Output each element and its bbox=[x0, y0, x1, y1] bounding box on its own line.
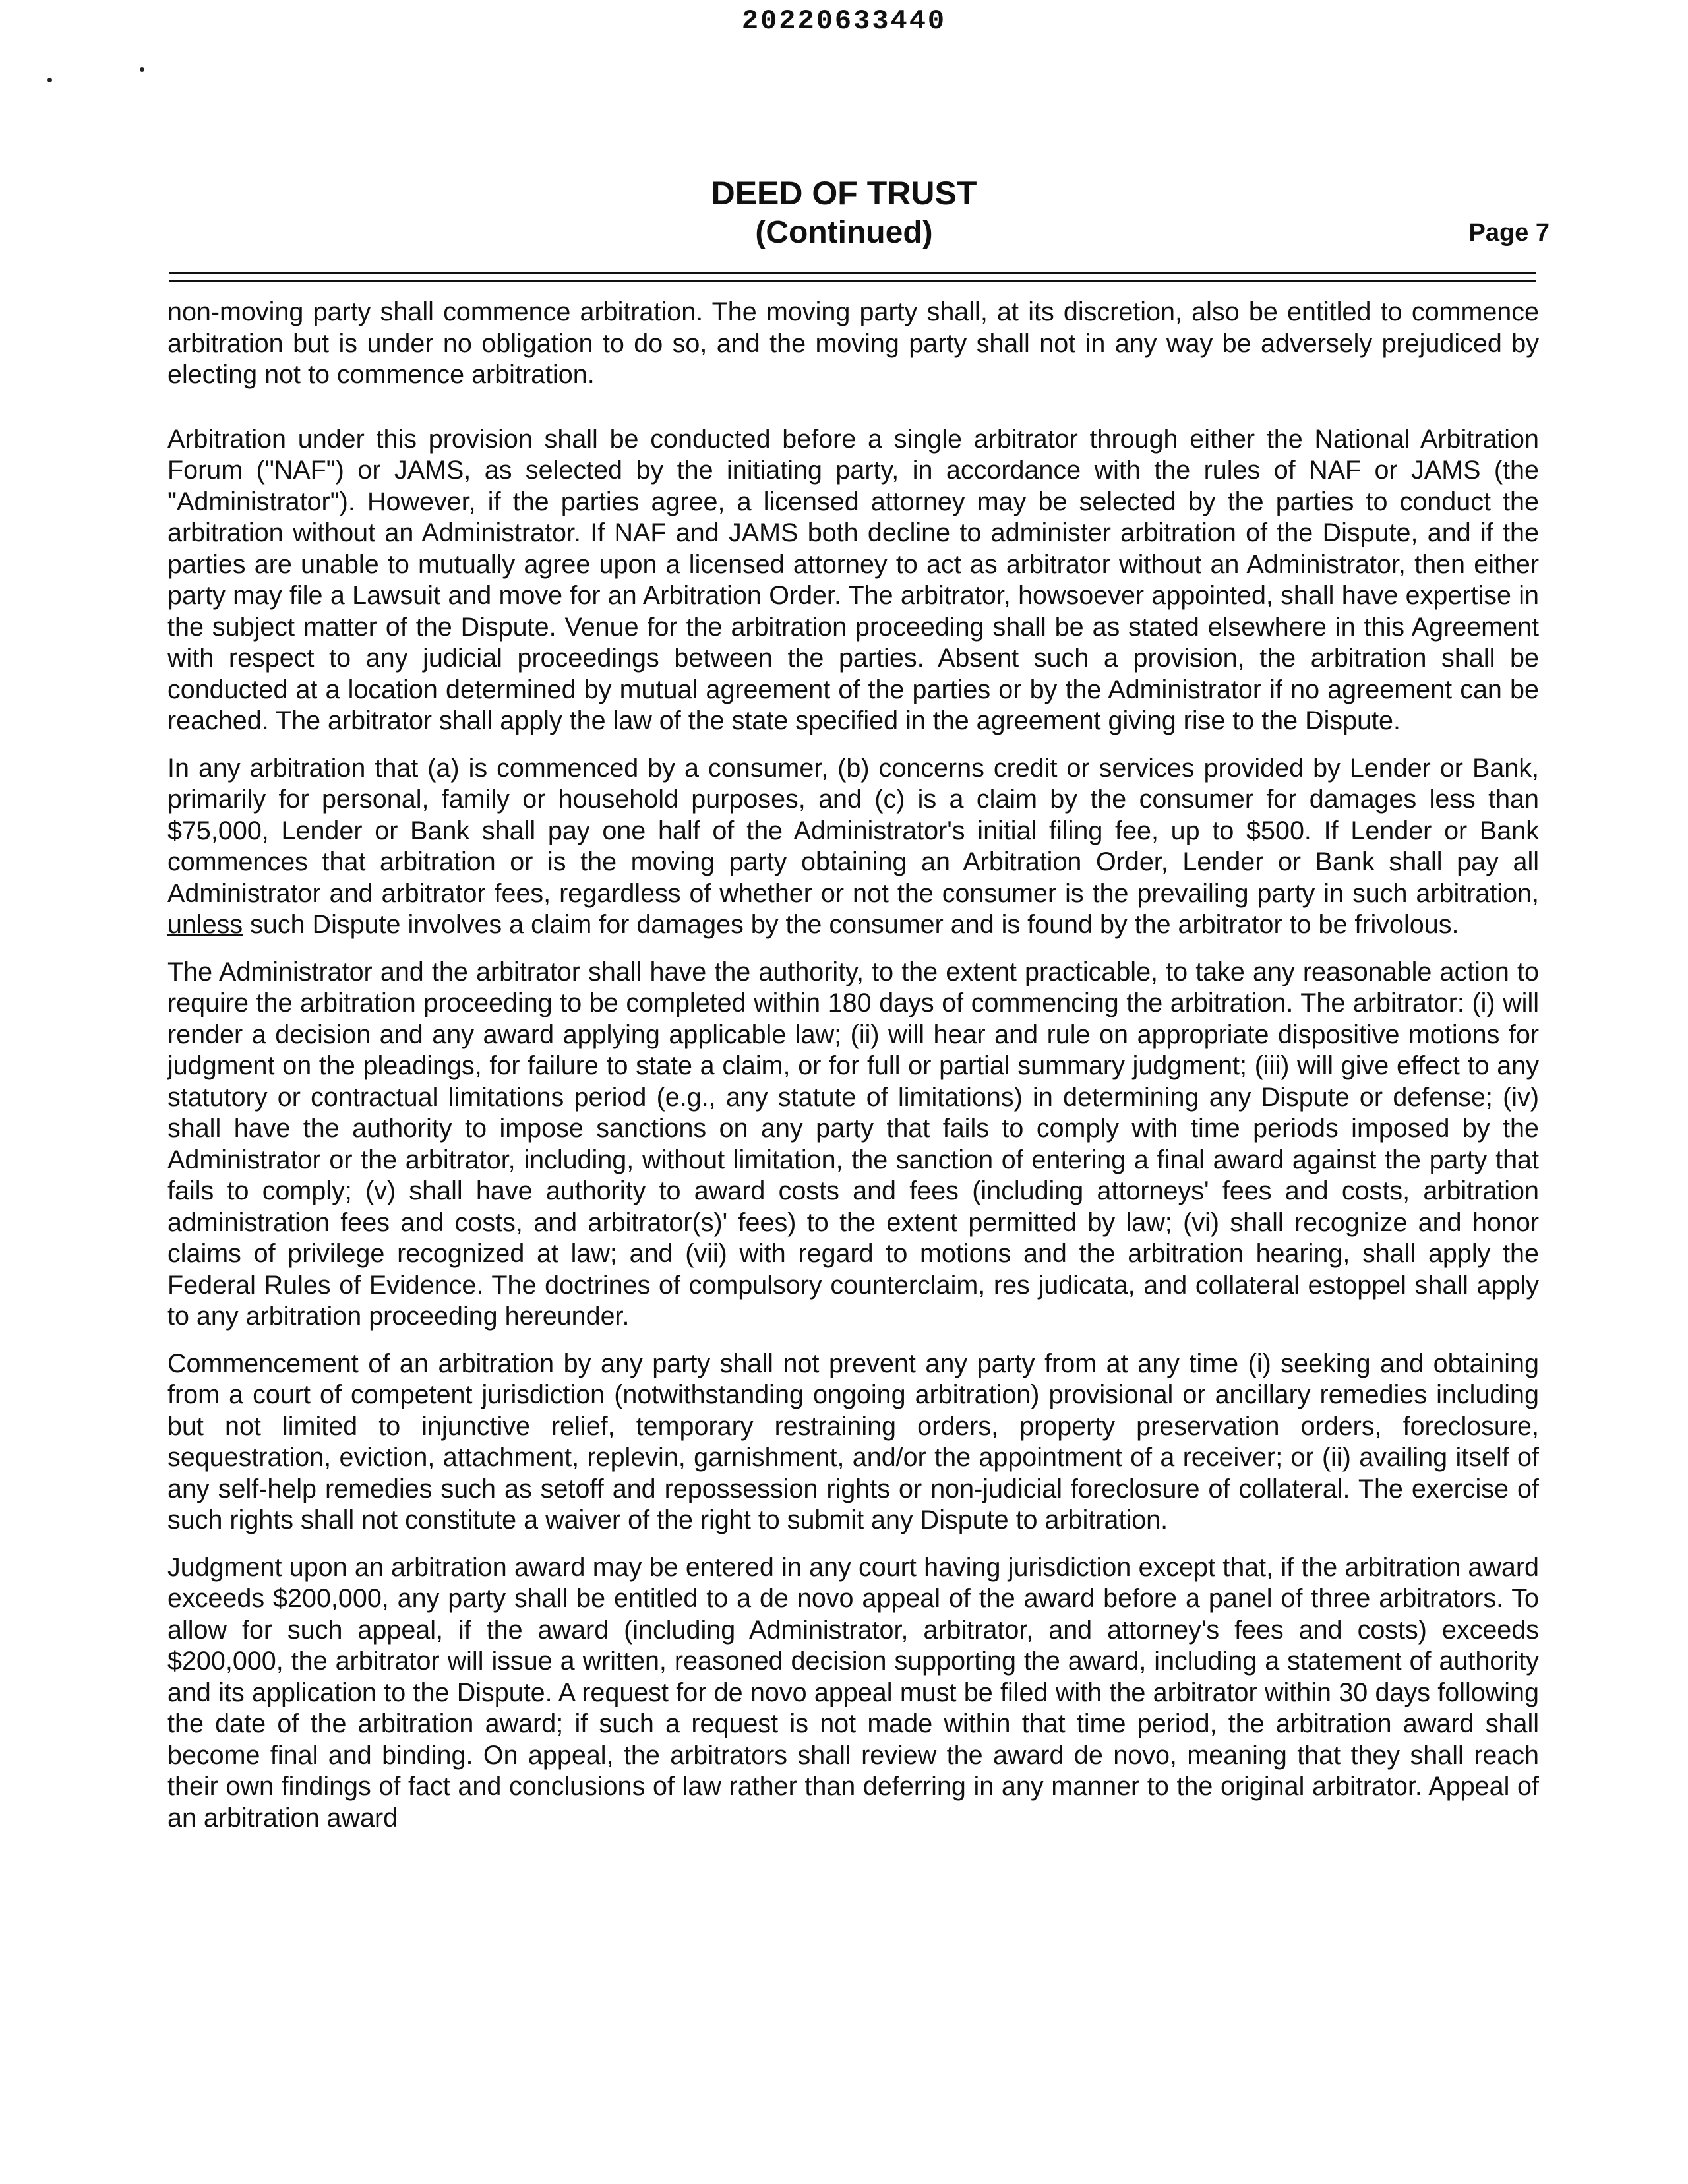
document-subtitle: (Continued) bbox=[755, 215, 933, 250]
scan-speck bbox=[47, 78, 52, 82]
header-rule bbox=[169, 280, 1536, 282]
paragraph-continuation: non-moving party shall commence arbitration. The moving party shall, at its discretion, also be entitled to commence arbitration but is under no obligation to do so, and the moving party shall not in any way be adversely prejudiced by electing not to commence arbitration. bbox=[167, 297, 1539, 389]
paragraph-arbitration-administrator: Arbitration under this provision shall be conducted before a single arbitrator through either the National Arbitration Forum ("NAF") or JAMS, as selected by the initiating party, in accordance with the rules of NAF or JAMS (the "Administrator"). However, if the parties agree, a licensed attorney may be selected by the parties to conduct the arbitration without an Administrator. If NAF and JAMS both decline to administer arbitration of the Dispute, and if the parties are unable to mutually agree upon a licensed attorney to act as arbitrator without an Administrator, then either party may file a Lawsuit and move for an Arbitration Order. The arbitrator, howsoever appointed, shall have expertise in the subject matter of the Dispute. Venue for the arbitration proceeding shall be as stated elsewhere in this Agreement with respect to any judicial proceedings between the parties. Absent such a provision, the arbitration shall be conducted at a location determined by mutual agreement of the parties or by the Administrator if no agreement can be reached. The arbitrator shall apply the law of the state specified in the agreement giving rise to the Dispute. bbox=[167, 424, 1539, 735]
document-title: DEED OF TRUST bbox=[711, 175, 977, 212]
underlined-word: unless bbox=[167, 910, 243, 939]
paragraph-provisional-remedies: Commencement of an arbitration by any party shall not prevent any party from at any time (i) seeking and obtaining from a court of competent jurisdiction (notwithstanding ongoing arbitration) provisional or ancillary remedies including but not limited to injunctive relief, temporary restraining orders, property preservation orders, foreclosure, sequestration, eviction, attachment, replevin, garnishment, and/or the appointment of a receiver; or (ii) availing itself of any self-help remedies such as setoff and repossession rights or non-judicial foreclosure of collateral. The exercise of such rights shall not constitute a waiver of the right to submit any Dispute to arbitration. bbox=[167, 1349, 1539, 1534]
scan-speck bbox=[140, 67, 144, 72]
page-number: Page 7 bbox=[1468, 219, 1550, 247]
paragraph-text: such Dispute involves a claim for damages by the consumer and is found by the arbitrator to be frivolous. bbox=[243, 910, 1459, 939]
paragraph-text: In any arbitration that (a) is commenced by a consumer, (b) concerns credit or services provided by Lender or Bank, primarily for personal, family or household purposes, and (c) is a claim by the consumer for damages less than $75,000, Lender or Bank shall pay one half of the Administrator's initial filing fee, up to $500. If Lender or Bank commences that arbitration or is the moving party obtaining an Arbitration Order, Lender or Bank shall pay all Administrator and arbitrator fees, regardless of whether or not the consumer is the prevailing party in such arbitration, bbox=[167, 753, 1539, 908]
document-body bbox=[167, 297, 1539, 1850]
recording-number: 20220633440 bbox=[741, 5, 947, 37]
paragraph-arbitrator-authority: The Administrator and the arbitrator shall have the authority, to the extent practicable, to take any reasonable action to require the arbitration proceeding to be completed within 180 days of commencing the arbitration. The arbitrator: (i) will render a decision and any award applying applicable law; (ii) will hear and rule on appropriate dispositive motions for judgment on the pleadings, for failure to state a claim, or for full or partial summary judgment; (iii) will give effect to any statutory or contractual limitations period (e.g., any statute of limitations) in determining any Dispute or defense; (iv) shall have the authority to impose sanctions on any party that fails to comply with time periods imposed by the Administrator or the arbitrator, including, without limitation, the sanction of entering a final award against the party that fails to comply; (v) shall have authority to award costs and fees (including attorneys' fees and costs, arbitration administration fees and costs, and arbitrator(s)' fees) to the extent permitted by law; (vi) shall recognize and honor claims of privilege recognized at law; and (vii) with regard to motions and the arbitration hearing, shall apply the Federal Rules of Evidence. The doctrines of compulsory counterclaim, res judicata, and collateral estoppel shall apply to any arbitration proceeding hereunder. bbox=[167, 957, 1539, 1331]
document-header bbox=[0, 173, 1688, 252]
paragraph-consumer-fees bbox=[167, 753, 1539, 941]
paragraph-judgment-appeal: Judgment upon an arbitration award may be entered in any court having jurisdiction except that, if the arbitration award exceeds $200,000, any party shall be entitled to a de novo appeal of the award before a panel of three arbitrators. To allow for such appeal, if the award (including Administrator, arbitrator, and attorney's fees and costs) exceeds $200,000, the arbitrator will issue a written, reasoned decision supporting the award, including a statement of authority and its application to the Dispute. A request for de novo appeal must be filed with the arbitrator within 30 days following the date of the arbitration award; if such a request is not made within that time period, the arbitration award shall become final and binding. On appeal, the arbitrators shall review the award de novo, meaning that they shall reach their own findings of fact and conclusions of law rather than deferring in any manner to the original arbitrator. Appeal of an arbitration award bbox=[167, 1552, 1539, 1833]
header-rule bbox=[169, 272, 1536, 274]
